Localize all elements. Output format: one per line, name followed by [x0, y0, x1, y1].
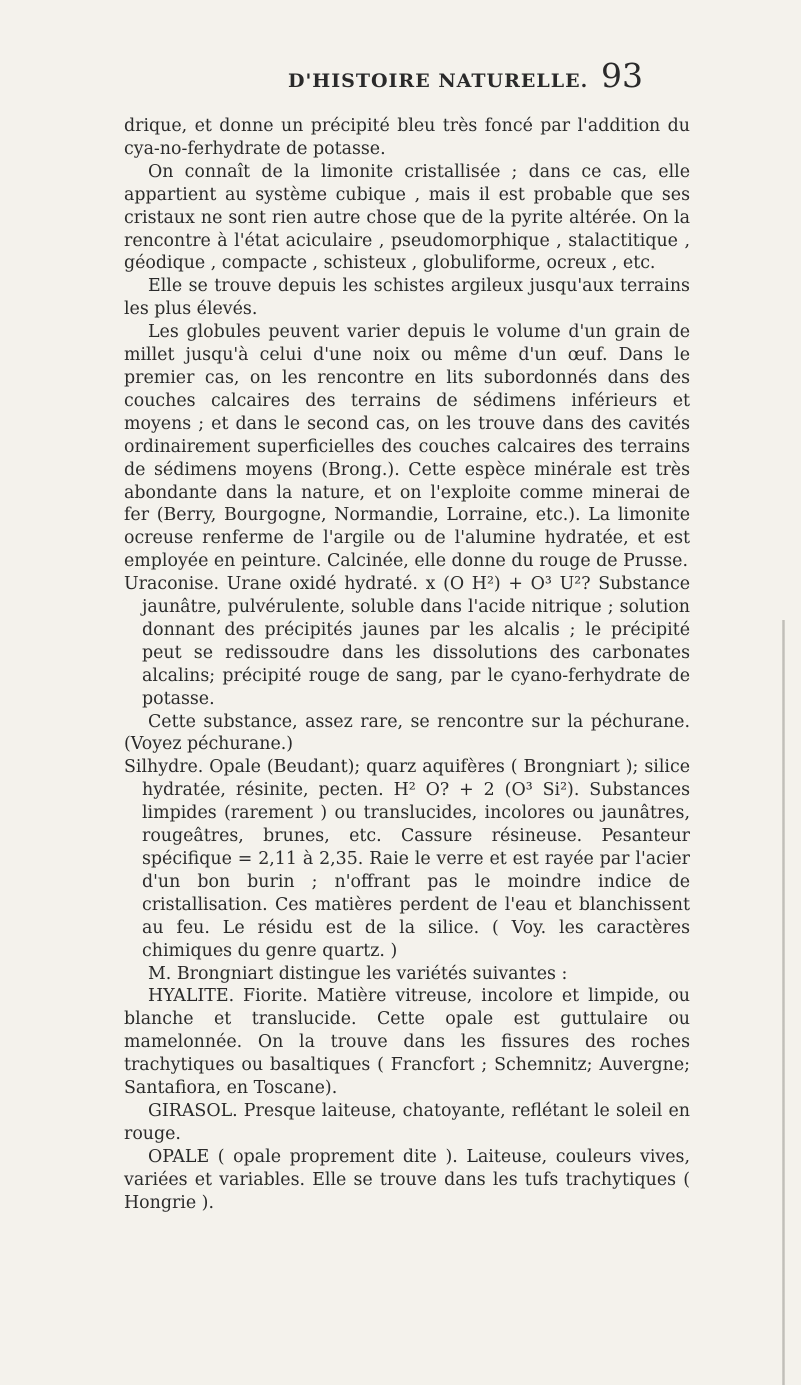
paragraph: Cette substance, assez rare, se rencontre sur la péchurane. (Voyez péchurane.) — [124, 711, 690, 755]
paragraph: On connaît de la limonite cristallisée ; dans ce cas, elle appartient au système cubique , mais il est probable que ses cristaux ne sont rien autre chose que de la pyrite altérée. On la rencontre à l'état aciculaire , pseudomorphique , stalactitique , géodique , compacte , schisteux , globuliforme, ocreux , etc. — [124, 161, 690, 274]
page-number: 93 — [601, 56, 643, 95]
page-edge-shadow — [782, 620, 785, 1385]
entry-uraconise: Uraconise. Urane oxidé hydraté. x (O H²) + O³ U²? Substance jaunâtre, pulvérulente, soluble dans l'acide nitrique ; solution donnant des précipités jaunes par les alcalis ; le précipité peut se redissoudre dans les dissolutions des carbonates alcalins; précipité rouge de sang, par le cyano-ferhydrate de potasse. — [124, 574, 690, 709]
body-text — [124, 115, 690, 1215]
running-title: D'HISTOIRE NATURELLE. — [288, 70, 589, 92]
paragraph: M. Brongniart distingue les variétés suivantes : — [148, 963, 568, 984]
variety-girasol: GIRASOL. Presque laiteuse, chatoyante, reflétant le soleil en rouge. — [124, 1100, 690, 1144]
page-header — [0, 56, 801, 100]
entry-silhydre: Silhydre. Opale (Beudant); quarz aquifères ( Brongniart ); silice hydratée, résinite, pecten. H² O? + 2 (O³ Si²). Substances limpides (rarement ) ou translucides, incolores ou jaunâtres, rougeâtres, brunes, etc. Cassure résineuse. Pesanteur spécifique = 2,11 à 2,35. Raie le verre et est rayée par l'acier d'un bon burin ; n'offrant pas le moindre indice de cristallisation. Ces matières perdent de l'eau et blanchissent au feu. Le résidu est de la silice. ( Voy. les caractères chimiques du genre quartz. ) — [124, 757, 690, 961]
paragraph: drique, et donne un précipité bleu très foncé par l'addition du cya-no-ferhydrate de potasse. — [124, 116, 690, 159]
paragraph: Les globules peuvent varier depuis le volume d'un grain de millet jusqu'à celui d'une noix ou même d'un œuf. Dans le premier cas, on les rencontre en lits subordonnés dans des couches calcaires des terrains de sédimens inférieurs et moyens ; et dans le second cas, on les trouve dans des cavités ordinairement superficielles des couches calcaires des terrains de sédimens moyens (Brong.). Cette espèce minérale est très abondante dans la nature, et on l'exploite comme minerai de fer (Berry, Bourgogne, Normandie, Lorraine, etc.). La limonite ocreuse renferme de l'argile ou de l'alumine hydratée, et est employée en peinture. Calcinée, elle donne du rouge de Prusse. — [124, 322, 690, 572]
variety-hyalite: HYALITE. Fiorite. Matière vitreuse, incolore et limpide, ou blanche et translucide. Cette opale est guttulaire ou mamelonnée. On la trouve dans les fissures des roches trachytiques ou basaltiques ( Francfort ; Schemnitz; Auvergne; Santafiora, en Toscane). — [124, 986, 690, 1099]
variety-opale: OPALE ( opale proprement dite ). Laiteuse, couleurs vives, variées et variables. Elle se trouve dans les tufs trachytiques ( Hongrie ). — [124, 1146, 690, 1213]
paragraph: Elle se trouve depuis les schistes argileux jusqu'aux terrains les plus élevés. — [124, 276, 690, 320]
